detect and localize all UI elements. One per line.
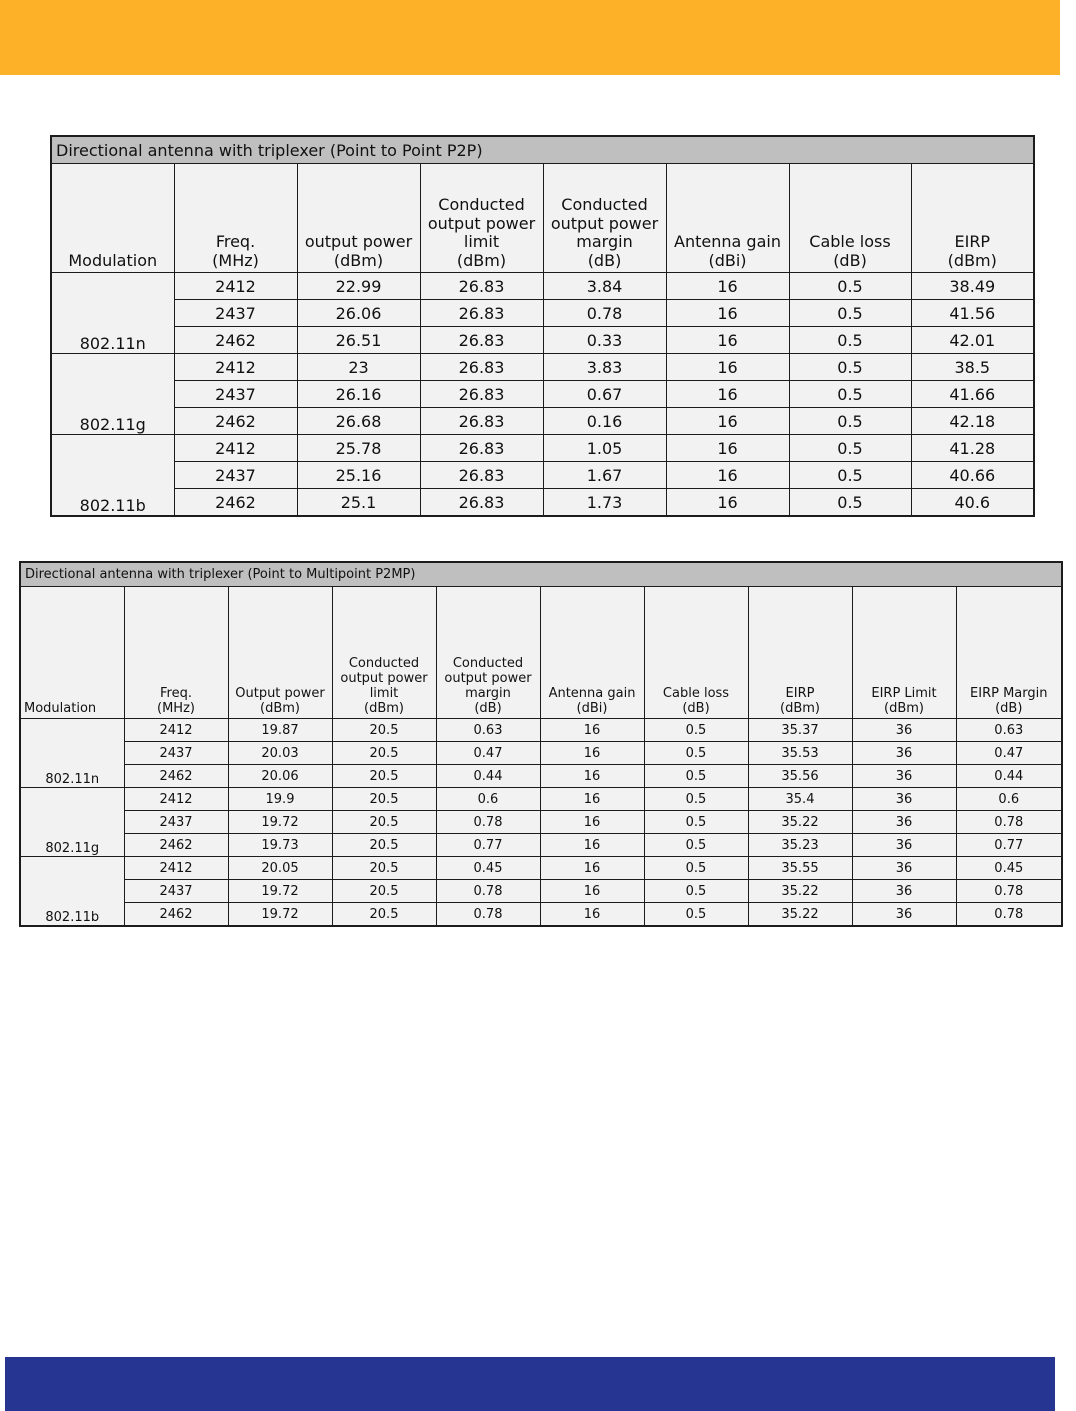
value-cell: 35.4 [748,788,852,811]
value-cell: 26.83 [420,381,543,408]
value-cell: 0.5 [644,811,748,834]
value-cell: 2437 [124,742,228,765]
header-eirp: EIRP (dBm) [748,587,852,719]
value-cell: 41.28 [911,435,1034,462]
value-cell: 36 [852,765,956,788]
value-cell: 16 [540,719,644,742]
value-cell: 0.45 [436,857,540,880]
table-row [51,273,1034,300]
p2mp-table [19,561,1063,927]
header-cable-loss: Cable loss (dB) [789,164,911,273]
table-row [51,489,1034,517]
value-cell: 0.78 [956,811,1062,834]
value-cell: 26.83 [420,327,543,354]
value-cell: 36 [852,834,956,857]
value-cell: 19.9 [228,788,332,811]
value-cell: 16 [666,327,789,354]
value-cell: 0.77 [436,834,540,857]
value-cell: 35.22 [748,811,852,834]
value-cell: 16 [666,489,789,517]
p2p-table [50,135,1035,517]
header-conducted-margin: Conducted output power margin (dB) [436,587,540,719]
value-cell: 36 [852,719,956,742]
table-row [20,719,1062,742]
table-row [20,811,1062,834]
value-cell: 0.5 [789,462,911,489]
value-cell: 20.5 [332,742,436,765]
value-cell: 35.23 [748,834,852,857]
value-cell: 20.5 [332,719,436,742]
value-cell: 26.83 [420,300,543,327]
value-cell: 0.45 [956,857,1062,880]
header-freq: Freq. (MHz) [174,164,297,273]
header-antenna-gain: Antenna gain (dBi) [666,164,789,273]
header-output-power: Output power (dBm) [228,587,332,719]
value-cell: 35.37 [748,719,852,742]
value-cell: 0.44 [956,765,1062,788]
value-cell: 26.83 [420,462,543,489]
value-cell: 0.78 [543,300,666,327]
value-cell: 26.68 [297,408,420,435]
value-cell: 2412 [174,273,297,300]
table-row [20,742,1062,765]
table-row [20,903,1062,927]
header-conducted-margin: Conducted output power margin (dB) [543,164,666,273]
value-cell: 2412 [174,354,297,381]
header-modulation: Modulation [51,164,174,273]
table-row [51,354,1034,381]
value-cell: 19.87 [228,719,332,742]
value-cell: 0.78 [956,880,1062,903]
value-cell: 19.73 [228,834,332,857]
value-cell: 19.72 [228,903,332,927]
table-row [51,435,1034,462]
value-cell: 3.83 [543,354,666,381]
value-cell: 0.5 [644,742,748,765]
header-freq: Freq. (MHz) [124,587,228,719]
value-cell: 25.78 [297,435,420,462]
value-cell: 0.78 [436,903,540,927]
value-cell: 0.77 [956,834,1062,857]
value-cell: 0.63 [956,719,1062,742]
value-cell: 2462 [174,408,297,435]
table-row [51,462,1034,489]
header-conducted-limit: Conducted output power limit (dBm) [332,587,436,719]
value-cell: 41.66 [911,381,1034,408]
value-cell: 20.05 [228,857,332,880]
value-cell: 0.78 [956,903,1062,927]
value-cell: 20.5 [332,880,436,903]
bottom-footer-band [5,1357,1055,1411]
value-cell: 19.72 [228,811,332,834]
value-cell: 26.83 [420,408,543,435]
value-cell: 1.73 [543,489,666,517]
value-cell: 20.06 [228,765,332,788]
value-cell: 38.5 [911,354,1034,381]
value-cell: 16 [666,381,789,408]
value-cell: 26.51 [297,327,420,354]
value-cell: 0.47 [956,742,1062,765]
value-cell: 2412 [174,435,297,462]
value-cell: 20.5 [332,788,436,811]
value-cell: 2437 [174,381,297,408]
value-cell: 26.16 [297,381,420,408]
value-cell: 16 [540,834,644,857]
value-cell: 35.22 [748,880,852,903]
value-cell: 2462 [124,834,228,857]
value-cell: 0.6 [436,788,540,811]
modulation-cell: 802.11g [51,354,174,435]
value-cell: 2462 [174,327,297,354]
value-cell: 16 [540,742,644,765]
table-row [51,300,1034,327]
value-cell: 0.5 [789,489,911,517]
value-cell: 0.5 [644,903,748,927]
value-cell: 2437 [124,811,228,834]
value-cell: 0.5 [789,354,911,381]
value-cell: 16 [540,880,644,903]
p2mp-table-title: Directional antenna with triplexer (Point to Multipoint P2MP) [20,562,1062,587]
value-cell: 35.53 [748,742,852,765]
value-cell: 16 [540,903,644,927]
value-cell: 20.5 [332,811,436,834]
value-cell: 2462 [124,903,228,927]
value-cell: 36 [852,903,956,927]
header-conducted-limit: Conducted output power limit (dBm) [420,164,543,273]
value-cell: 36 [852,880,956,903]
value-cell: 35.55 [748,857,852,880]
value-cell: 26.83 [420,489,543,517]
value-cell: 16 [666,435,789,462]
table-row [20,857,1062,880]
p2p-table-title: Directional antenna with triplexer (Point to Point P2P) [51,136,1034,164]
value-cell: 16 [666,462,789,489]
value-cell: 1.67 [543,462,666,489]
value-cell: 25.1 [297,489,420,517]
value-cell: 23 [297,354,420,381]
value-cell: 16 [666,408,789,435]
value-cell: 0.5 [644,834,748,857]
table-row [20,880,1062,903]
value-cell: 0.67 [543,381,666,408]
value-cell: 0.44 [436,765,540,788]
value-cell: 22.99 [297,273,420,300]
modulation-cell: 802.11b [51,435,174,517]
value-cell: 20.5 [332,765,436,788]
value-cell: 0.5 [644,788,748,811]
value-cell: 40.66 [911,462,1034,489]
value-cell: 26.06 [297,300,420,327]
value-cell: 3.84 [543,273,666,300]
modulation-cell: 802.11g [20,788,124,857]
value-cell: 20.5 [332,857,436,880]
value-cell: 36 [852,788,956,811]
value-cell: 0.5 [789,381,911,408]
value-cell: 0.5 [789,408,911,435]
value-cell: 25.16 [297,462,420,489]
value-cell: 0.5 [644,719,748,742]
value-cell: 2412 [124,719,228,742]
value-cell: 42.18 [911,408,1034,435]
header-output-power: output power (dBm) [297,164,420,273]
value-cell: 19.72 [228,880,332,903]
value-cell: 0.78 [436,880,540,903]
value-cell: 41.56 [911,300,1034,327]
value-cell: 0.5 [644,880,748,903]
value-cell: 0.5 [789,300,911,327]
value-cell: 0.47 [436,742,540,765]
value-cell: 36 [852,857,956,880]
value-cell: 16 [666,354,789,381]
header-antenna-gain: Antenna gain (dBi) [540,587,644,719]
header-eirp-limit: EIRP Limit (dBm) [852,587,956,719]
value-cell: 2437 [124,880,228,903]
value-cell: 36 [852,742,956,765]
value-cell: 26.83 [420,435,543,462]
modulation-cell: 802.11n [20,719,124,788]
value-cell: 2437 [174,462,297,489]
value-cell: 0.6 [956,788,1062,811]
value-cell: 26.83 [420,354,543,381]
value-cell: 0.5 [644,857,748,880]
value-cell: 0.16 [543,408,666,435]
header-modulation: Modulation [20,587,124,719]
value-cell: 40.6 [911,489,1034,517]
value-cell: 16 [540,857,644,880]
value-cell: 16 [666,300,789,327]
p2p-table-body [51,273,1034,517]
top-header-band [0,0,1060,75]
value-cell: 0.63 [436,719,540,742]
value-cell: 2412 [124,788,228,811]
table-row [20,834,1062,857]
value-cell: 35.22 [748,903,852,927]
header-cable-loss: Cable loss (dB) [644,587,748,719]
value-cell: 0.5 [789,327,911,354]
value-cell: 0.5 [644,765,748,788]
value-cell: 36 [852,811,956,834]
table-row [51,381,1034,408]
value-cell: 0.5 [789,435,911,462]
value-cell: 35.56 [748,765,852,788]
modulation-cell: 802.11b [20,857,124,927]
p2mp-table-body [20,719,1062,927]
value-cell: 16 [540,811,644,834]
value-cell: 0.78 [436,811,540,834]
value-cell: 42.01 [911,327,1034,354]
value-cell: 1.05 [543,435,666,462]
value-cell: 38.49 [911,273,1034,300]
value-cell: 16 [540,765,644,788]
value-cell: 2412 [124,857,228,880]
modulation-cell: 802.11n [51,273,174,354]
table-row [51,327,1034,354]
value-cell: 20.03 [228,742,332,765]
value-cell: 16 [540,788,644,811]
header-eirp-margin: EIRP Margin (dB) [956,587,1062,719]
value-cell: 0.5 [789,273,911,300]
table-row [20,765,1062,788]
table-row [20,788,1062,811]
value-cell: 20.5 [332,834,436,857]
value-cell: 20.5 [332,903,436,927]
value-cell: 16 [666,273,789,300]
value-cell: 2437 [174,300,297,327]
value-cell: 2462 [124,765,228,788]
header-eirp: EIRP (dBm) [911,164,1034,273]
value-cell: 26.83 [420,273,543,300]
value-cell: 2462 [174,489,297,517]
table-row [51,408,1034,435]
value-cell: 0.33 [543,327,666,354]
